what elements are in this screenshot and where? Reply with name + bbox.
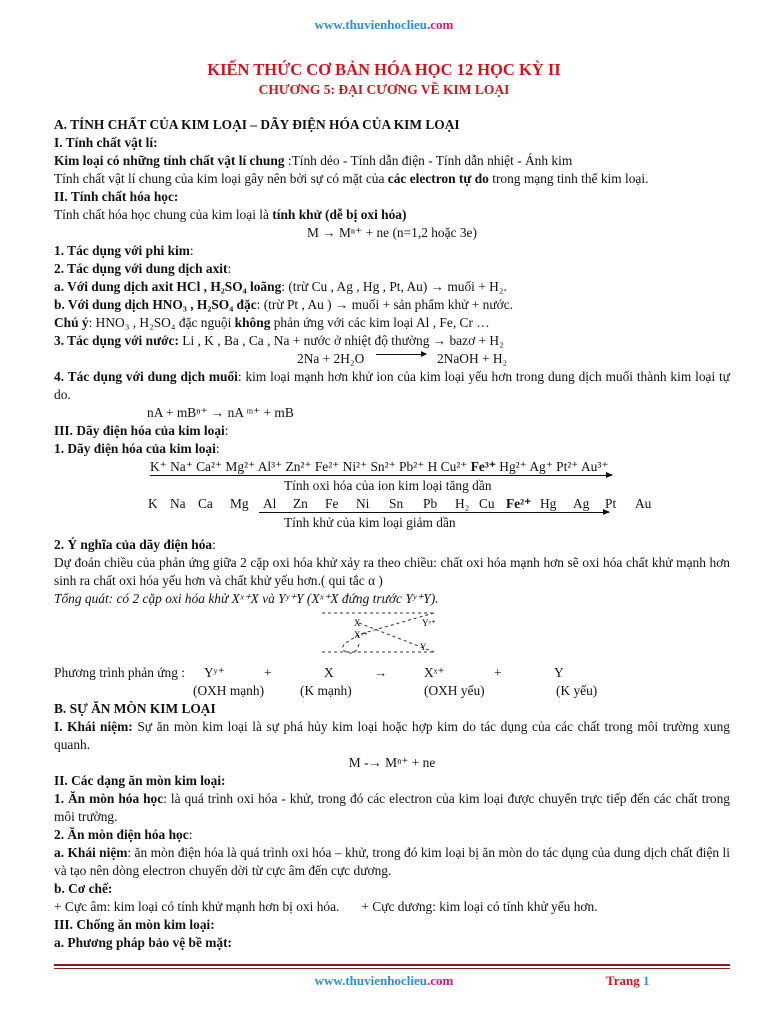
metal-series <box>54 495 730 514</box>
diag-xp: Xˣ⁺ <box>354 630 368 640</box>
item-water: 3. Tác dụng với nước: Li , K , Ba , Ca , Na + nước ở nhiệt độ thường → bazơ + H₂ <box>54 333 504 348</box>
metal-10: H₂ <box>455 496 470 511</box>
chemical-line-1: Tính chất hóa học chung của kim loại là tính khử (dễ bị oxi hóa) <box>54 207 407 222</box>
item-nonmetal: 1. Tác dụng với phi kim: <box>54 243 194 258</box>
footer-website[interactable]: www.thuvienhoclieu.com <box>314 973 454 988</box>
heading-protection: III. Chống ăn mòn kim loại: <box>54 917 215 932</box>
section-b-heading: B. SỰ ĂN MÒN KIM LOẠI <box>54 701 216 716</box>
page-title: KIẾN THỨC CƠ BẢN HÓA HỌC 12 HỌC KỲ II <box>207 60 561 79</box>
diag-yp: Yʸ⁺ <box>422 618 436 628</box>
header-site-name: www.thuvienhoclieu <box>314 17 427 32</box>
metal-9: Pb <box>423 496 438 511</box>
reaction-notes: (OXH mạnh) (K mạnh) (OXH yếu) (K yếu) <box>193 683 598 698</box>
alpha-rule-diagram <box>54 608 730 664</box>
series-meaning: Dự đoán chiều của phản ứng giữa 2 cặp oxi hóa khử xảy ra theo chiều: chất oxi hóa mạnh hơn sẽ oxi hóa chất khử mạnh hơn sinh ra chất oxi hóa yếu hơn và chất khử yếu hơn.( qui tắc α ) <box>54 555 730 588</box>
section-a-heading: A. TÍNH CHẤT CỦA KIM LOẠI – DÃY ĐIỆN HÓA CỦA KIM LOẠI <box>54 117 460 132</box>
equation-salt: nA + mBⁿ⁺ → nA ᵐ⁺ + mB <box>147 405 294 420</box>
chemical-corrosion: 1. Ăn mòn hóa học: là quá trình oxi hóa - khử, trong đó các electron của kim loại được chuyển trực tiếp đến các chất trong môi trường. <box>54 791 730 824</box>
corrosion-definition: I. Khái niệm: Sự ăn mòn kim loại là sự phá hủy kim loại hoặc hợp kim do tác dụng của các chất trong môi trường xung quanh. <box>54 719 731 752</box>
metal-3: Mg <box>230 496 249 511</box>
heading-series-2: 2. Ý nghĩa của dãy điện hóa: <box>54 537 216 552</box>
protection-surface: a. Phương pháp bảo vệ bề mặt: <box>54 935 233 950</box>
physical-line-1: Kim loại có những tính chất vật lí chung :Tính dẻo - Tính dẫn điện - Tính dẫn nhiệt - Ánh kim <box>54 153 573 168</box>
metal-2: Ca <box>198 496 213 511</box>
alpha-rule-svg <box>54 608 730 664</box>
metal-6: Fe <box>325 496 339 511</box>
footer-rule-thick <box>54 964 730 966</box>
reaction-line: Phương trình phản ứng : Yʸ⁺ + X → Xˣ⁺ + Y <box>54 665 564 680</box>
metal-0: K <box>148 496 158 511</box>
item-salt: 4. Tác dụng với dung dịch muối: kim loại mạnh hơn khử ion của kim loại yếu hơn trong dung dịch muối thành kim loại tự do. <box>54 369 730 402</box>
oxidation-label: Tính oxi hóa của ion kim loại tăng dần <box>284 478 492 493</box>
metal-11: Cu <box>479 496 495 511</box>
metal-4: Al <box>263 496 277 511</box>
reduction-arrow-icon <box>259 512 609 513</box>
metal-16: Au <box>635 496 652 511</box>
metal-7: Ni <box>356 496 370 511</box>
mechanism-line: + Cực âm: kim loại có tính khử mạnh hơn bị oxi hóa. + Cực dương: kim loại có tính khử yếu hơn. <box>54 899 598 914</box>
metal-8: Sn <box>389 496 404 511</box>
metal-12: Fe²⁺ <box>506 496 532 511</box>
reaction-arrow-icon <box>376 354 426 355</box>
page-number: Trang 1 <box>606 973 650 988</box>
diag-x: X <box>354 618 361 628</box>
heading-corrosion-types: II. Các dạng ăn mòn kim loại: <box>54 773 226 788</box>
heading-series: III. Dãy điện hóa của kim loại: <box>54 423 229 438</box>
chapter-subtitle: CHƯƠNG 5: ĐẠI CƯƠNG VỀ KIM LOẠI <box>258 82 510 97</box>
series-general: Tổng quát: có 2 cặp oxi hóa khử Xˣ⁺X và Yʸ⁺Y (Xˣ⁺X đứng trước Yʸ⁺Y). <box>54 591 439 606</box>
metal-1: Na <box>170 496 186 511</box>
equation-na-water: 2Na + 2H₂O 2NaOH + H₂ <box>297 351 508 366</box>
metal-14: Ag <box>573 496 590 511</box>
note-line: Chú ý: HNO₃ , H₂SO₄ đặc nguội không phản ứng với các kim loại Al , Fe, Cr … <box>54 315 490 330</box>
header-site-tld: .com <box>426 17 454 32</box>
metal-5: Zn <box>293 496 308 511</box>
item-acid-b: b. Với dung dịch HNO₃ , H₂SO₄ đặc: (trừ Pt , Au ) → muối + sản phẩm khử + nước. <box>54 297 513 312</box>
metal-13: Hg <box>540 496 557 511</box>
item-acid: 2. Tác dụng với dung dịch axit: <box>54 261 232 276</box>
heading-series-1: 1. Dãy điện hóa của kim loại: <box>54 441 220 456</box>
reduction-label: Tính khử của kim loại giảm dần <box>284 515 456 530</box>
diag-y: Y <box>420 642 427 652</box>
footer-rule-thin <box>54 968 730 969</box>
electrochemical-corrosion: 2. Ăn mòn điện hóa học: <box>54 827 193 842</box>
equation-oxidation: M → Mⁿ⁺ + ne (n=1,2 hoặc 3e) <box>307 225 477 240</box>
equation-corrosion: M -→ Mⁿ⁺ + ne <box>348 755 436 770</box>
heading-mechanism: b. Cơ chế: <box>54 881 113 896</box>
item-acid-a: a. Với dung dịch axit HCl , H₂SO₄ loãng: (trừ Cu , Ag , Hg , Pt, Au) → muối + H₂. <box>54 279 507 294</box>
ion-series: K⁺ Na⁺ Ca²⁺ Mg²⁺ Al³⁺ Zn²⁺ Fe²⁺ Ni²⁺ Sn²⁺ Pb²⁺ H Cu²⁺ Fe³⁺ Hg²⁺ Ag⁺ Pt²⁺ Au³⁺ <box>54 458 730 477</box>
heading-chemical: II. Tính chất hóa học: <box>54 189 179 204</box>
document-body <box>54 116 730 952</box>
physical-line-2: Tính chất vật lí chung của kim loại gây nên bởi sự có mặt của các electron tự do trong mạng tinh thể kim loại. <box>54 171 649 186</box>
metal-15: Pt <box>605 496 617 511</box>
oxidation-arrow-icon <box>150 475 612 476</box>
header-website[interactable] <box>0 17 768 33</box>
heading-physical: I. Tính chất vật lí: <box>54 135 158 150</box>
electrochemical-definition: a. Khái niệm: ăn mòn điện hóa là quá trình oxi hóa – khử, trong đó kim loại bị ăn mòn do tác dụng của dung dịch chất điện li và tạo nên dòng electron chuyển dời từ cực âm đến cực dương. <box>54 845 730 878</box>
